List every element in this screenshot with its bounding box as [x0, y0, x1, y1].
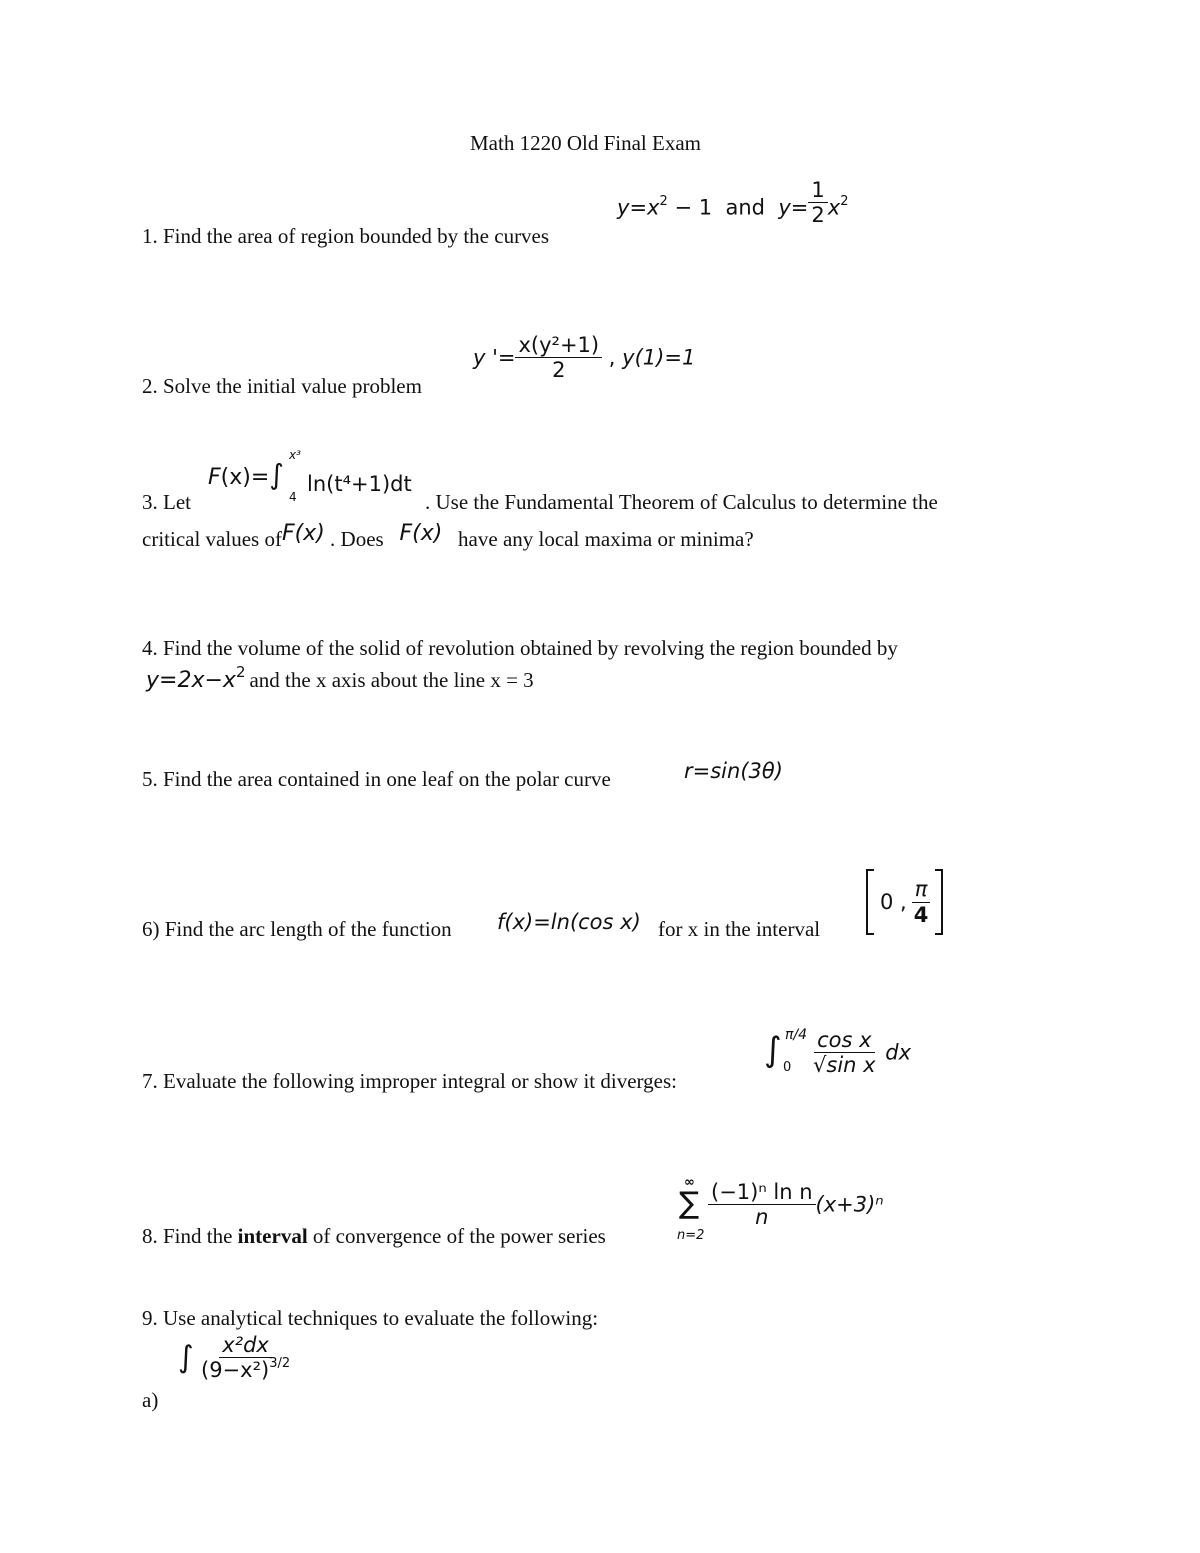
- problem-7: [142, 1069, 677, 1094]
- Fx-1: F(x): [281, 521, 325, 546]
- part-a-frac: [198, 1333, 293, 1382]
- parabola-expr: y=2x−x: [146, 668, 236, 693]
- problem-number: 5.: [142, 767, 158, 791]
- frac-den: 2: [811, 203, 825, 228]
- improper-dx: dx: [885, 1040, 912, 1065]
- problem-number: 8.: [142, 1224, 158, 1248]
- initial-condition: y(1)=1: [622, 345, 696, 370]
- integral-lower-limit: 4: [289, 490, 297, 504]
- polar-curve: r=sin(3θ): [684, 759, 783, 783]
- curve2-exp: 2: [840, 193, 849, 209]
- problem-text: Find the area of region bounded by the curves: [163, 224, 550, 248]
- left-bracket: [866, 869, 874, 935]
- text-b: of convergence of the power series: [312, 1224, 606, 1248]
- problem-9: [142, 1306, 598, 1331]
- line2-a: critical values of: [142, 527, 282, 551]
- improper-integral-sign: ∫: [764, 1030, 782, 1070]
- series-num: (−1)ⁿ ln n: [708, 1180, 816, 1205]
- part-a-den-wrap: [198, 1358, 293, 1382]
- right-bracket: [935, 869, 943, 935]
- interval-fraction: [911, 877, 932, 926]
- problem-number: 3.: [142, 490, 158, 514]
- and-word: and: [725, 195, 765, 220]
- interval-left: 0 ,: [880, 890, 907, 914]
- problem-6-text2: for x in the interval: [658, 917, 821, 941]
- problem-number: 6): [142, 917, 160, 941]
- problem-3-line1: [142, 490, 191, 515]
- problem-number: 7.: [142, 1069, 158, 1093]
- parabola-exp: 2: [235, 663, 246, 681]
- curve2-eq: =: [790, 195, 809, 220]
- problem-3-line2: [142, 521, 754, 552]
- part-a-fraction: [198, 1333, 293, 1382]
- problem-2-equation: [473, 333, 695, 382]
- series-tail: (x+3)ⁿ: [815, 1192, 884, 1217]
- improper-upper: π/4: [785, 1027, 808, 1043]
- curve2-x: x: [827, 195, 841, 220]
- problem-4-line2: [146, 663, 534, 693]
- problem-text: Solve the initial value problem: [163, 374, 422, 398]
- text-a: Find the: [163, 1224, 233, 1248]
- improper-frac: [810, 1028, 879, 1077]
- problem-1-equations: [617, 178, 849, 228]
- problem-text: Use analytical techniques to evaluate the following:: [163, 1306, 599, 1330]
- series-den: n: [755, 1205, 769, 1230]
- part-a-label: a): [142, 1388, 159, 1412]
- frac-num: 1: [808, 178, 827, 203]
- problem-3-definition: [208, 458, 284, 491]
- problem-8: [142, 1224, 606, 1249]
- series-lower: n=2: [677, 1228, 705, 1243]
- part-a-den-exp: 3/2: [269, 1356, 291, 1372]
- curve1-exp: 2: [659, 193, 668, 209]
- series-fraction: [708, 1180, 816, 1229]
- problem-4-rest: and the x axis about the line x = 3: [249, 668, 534, 692]
- integral-upper-limit: x³: [289, 448, 301, 462]
- part-a-den: (9−x²): [201, 1358, 270, 1383]
- problem-3-line1-rest: . Use the Fundamental Theorem of Calculus to determine the: [425, 490, 938, 514]
- problem-6: [142, 917, 452, 942]
- curve1-x: x: [647, 195, 660, 220]
- Fx-2: F(x): [399, 521, 443, 546]
- line2-b: . Does: [330, 527, 384, 551]
- problem-text: Find the area contained in one leaf on the polar curve: [163, 767, 611, 791]
- series-upper: ∞: [684, 1175, 695, 1190]
- F-symbol: F: [208, 465, 221, 490]
- problem-text: Find the arc length of the function: [164, 917, 452, 941]
- improper-fraction: [810, 1028, 911, 1077]
- problem-2: [142, 374, 422, 399]
- problem-number: 4.: [142, 636, 158, 660]
- ode-lhs: y '=: [473, 345, 516, 370]
- curve1-eq: =: [629, 195, 648, 220]
- interval-den: 4: [913, 902, 929, 927]
- ode-num: x(y²+1): [515, 333, 602, 358]
- let-word: Let: [163, 490, 191, 514]
- text-bold: interval: [237, 1224, 308, 1248]
- ode-fraction: [515, 333, 602, 382]
- problem-text: Evaluate the following improper integral or show it diverges:: [163, 1069, 677, 1093]
- interval-bracket: [866, 870, 943, 934]
- improper-den: √sin x: [813, 1053, 876, 1078]
- problem-number: 1.: [142, 224, 158, 248]
- ode-den: 2: [552, 358, 566, 383]
- curve1-y: y: [617, 195, 630, 220]
- improper-num: cos x: [814, 1028, 874, 1053]
- problem-text: Find the volume of the solid of revolution obtained by revolving the region bounded by: [163, 636, 898, 660]
- integrand: ln(t⁴+1)dt: [307, 472, 412, 496]
- ode-sep: ,: [608, 345, 616, 370]
- curve1-rest: − 1: [674, 195, 713, 220]
- series-term: [708, 1180, 884, 1229]
- sigma-symbol: ∑: [679, 1186, 700, 1221]
- F-args: (x)=: [220, 465, 270, 490]
- page-title: Math 1220 Old Final Exam: [470, 131, 701, 155]
- problem-1: [142, 224, 549, 249]
- interval-num: π: [912, 877, 931, 902]
- part-a-integral-sign: ∫: [178, 1340, 194, 1375]
- problem-4-line1: [142, 636, 898, 661]
- curve2-y: y: [778, 195, 791, 220]
- arc-function: f(x)=ln(cos x): [497, 910, 641, 934]
- integral-sign: ∫: [269, 458, 284, 491]
- problem-number: 9.: [142, 1306, 158, 1330]
- problem-5: [142, 767, 611, 792]
- line2-c: have any local maxima or minima?: [458, 527, 754, 551]
- improper-lower: 0: [783, 1060, 792, 1075]
- part-a-num: x²dx: [219, 1333, 272, 1358]
- fraction-half: [808, 178, 827, 227]
- problem-number: 2.: [142, 374, 158, 398]
